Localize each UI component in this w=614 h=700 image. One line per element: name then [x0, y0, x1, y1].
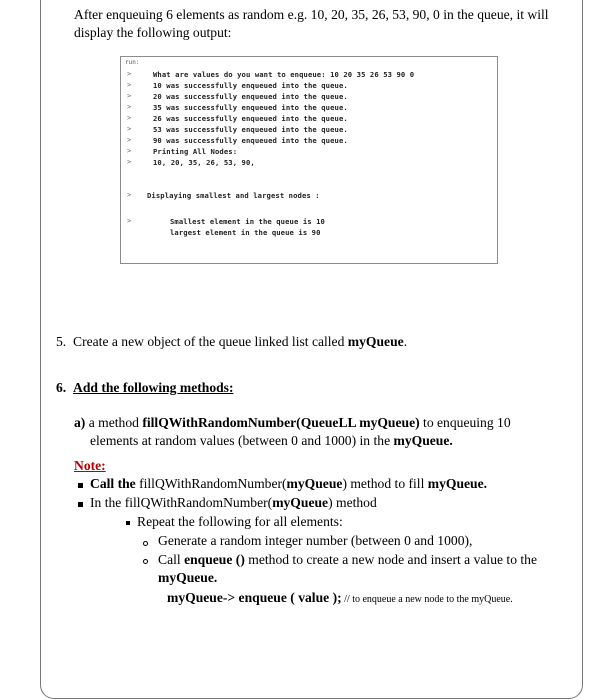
console-gutter-arrow: > — [127, 103, 132, 111]
bullet-square-icon — [78, 483, 83, 488]
bullet-square-icon — [78, 502, 83, 507]
intro-text: After enqueuing 6 elements as random e.g. 10, 20, 35, 26, 53, 90, 0 in the queue, it will display the following output: — [74, 7, 549, 40]
console-gutter-arrow: > — [127, 114, 132, 122]
console-line: 20 was successfully enqueued into the queue. — [153, 92, 348, 101]
console-gutter-arrow: > — [127, 125, 132, 133]
console-line: 10 was successfully enqueued into the queue. — [153, 81, 348, 90]
console-gutter-arrow: > — [127, 191, 132, 199]
note-label: Note: — [74, 458, 106, 473]
console-gutter-arrow: > — [127, 136, 132, 144]
console-line: 35 was successfully enqueued into the queue. — [153, 103, 348, 112]
bullet-square-small-icon — [126, 521, 130, 525]
note-sub-1b: Call enqueue () method to create a new node and insert a value to the — [158, 552, 538, 567]
console-gutter-arrow: > — [127, 158, 132, 166]
note-sub-1b-cont: myQueue. — [158, 570, 218, 585]
run-label: run: — [125, 59, 140, 66]
console-display-line: Displaying smallest and largest nodes : — [147, 191, 320, 200]
console-line: What are values do you want to enqueue: 10 20 35 26 53 90 0 — [153, 70, 415, 79]
section-5: 5. Create a new object of the queue linked list called myQueue. — [56, 334, 408, 349]
code-example: myQueue-> enqueue ( value ); // to enqueue a new node to the myQueue. — [167, 590, 513, 605]
note-bullet-2: In the fillQWithRandomNumber(myQueue) method — [90, 495, 377, 510]
console-smallest-line: Smallest element in the queue is 10 — [170, 217, 325, 226]
console-gutter-arrow: > — [127, 81, 132, 89]
console-gutter-arrow: > — [127, 147, 132, 155]
console-line: Printing All Nodes: — [153, 147, 238, 156]
console-gutter-arrow: > — [127, 217, 132, 225]
console-line: 53 was successfully enqueued into the queue. — [153, 125, 348, 134]
console-line: 90 was successfully enqueued into the queue. — [153, 136, 348, 145]
bullet-circle-icon — [143, 559, 148, 564]
section-6-heading: Add the following methods: — [73, 380, 234, 395]
bullet-circle-icon — [143, 541, 148, 546]
console-largest-line: largest element in the queue is 90 — [170, 228, 321, 237]
note-sub-1: Repeat the following for all elements: — [137, 514, 343, 529]
console-gutter-arrow: > — [127, 70, 132, 78]
console-output — [120, 56, 498, 264]
section-6: 6. Add the following methods: — [56, 380, 234, 395]
console-line: 26 was successfully enqueued into the queue. — [153, 114, 348, 123]
note-bullet-1: Call the fillQWithRandomNumber(myQueue) method to fill myQueue. — [90, 476, 488, 491]
console-line: 10, 20, 35, 26, 53, 90, — [153, 158, 255, 167]
part-a: a) a method fillQWithRandomNumber(QueueLL myQueue) to enqueuing 10 elements at random values (between 0 and 1000) in the myQueue. — [74, 415, 511, 448]
note-sub-1a: Generate a random integer number (between 0 and 1000), — [158, 533, 473, 548]
console-gutter-arrow: > — [127, 92, 132, 100]
